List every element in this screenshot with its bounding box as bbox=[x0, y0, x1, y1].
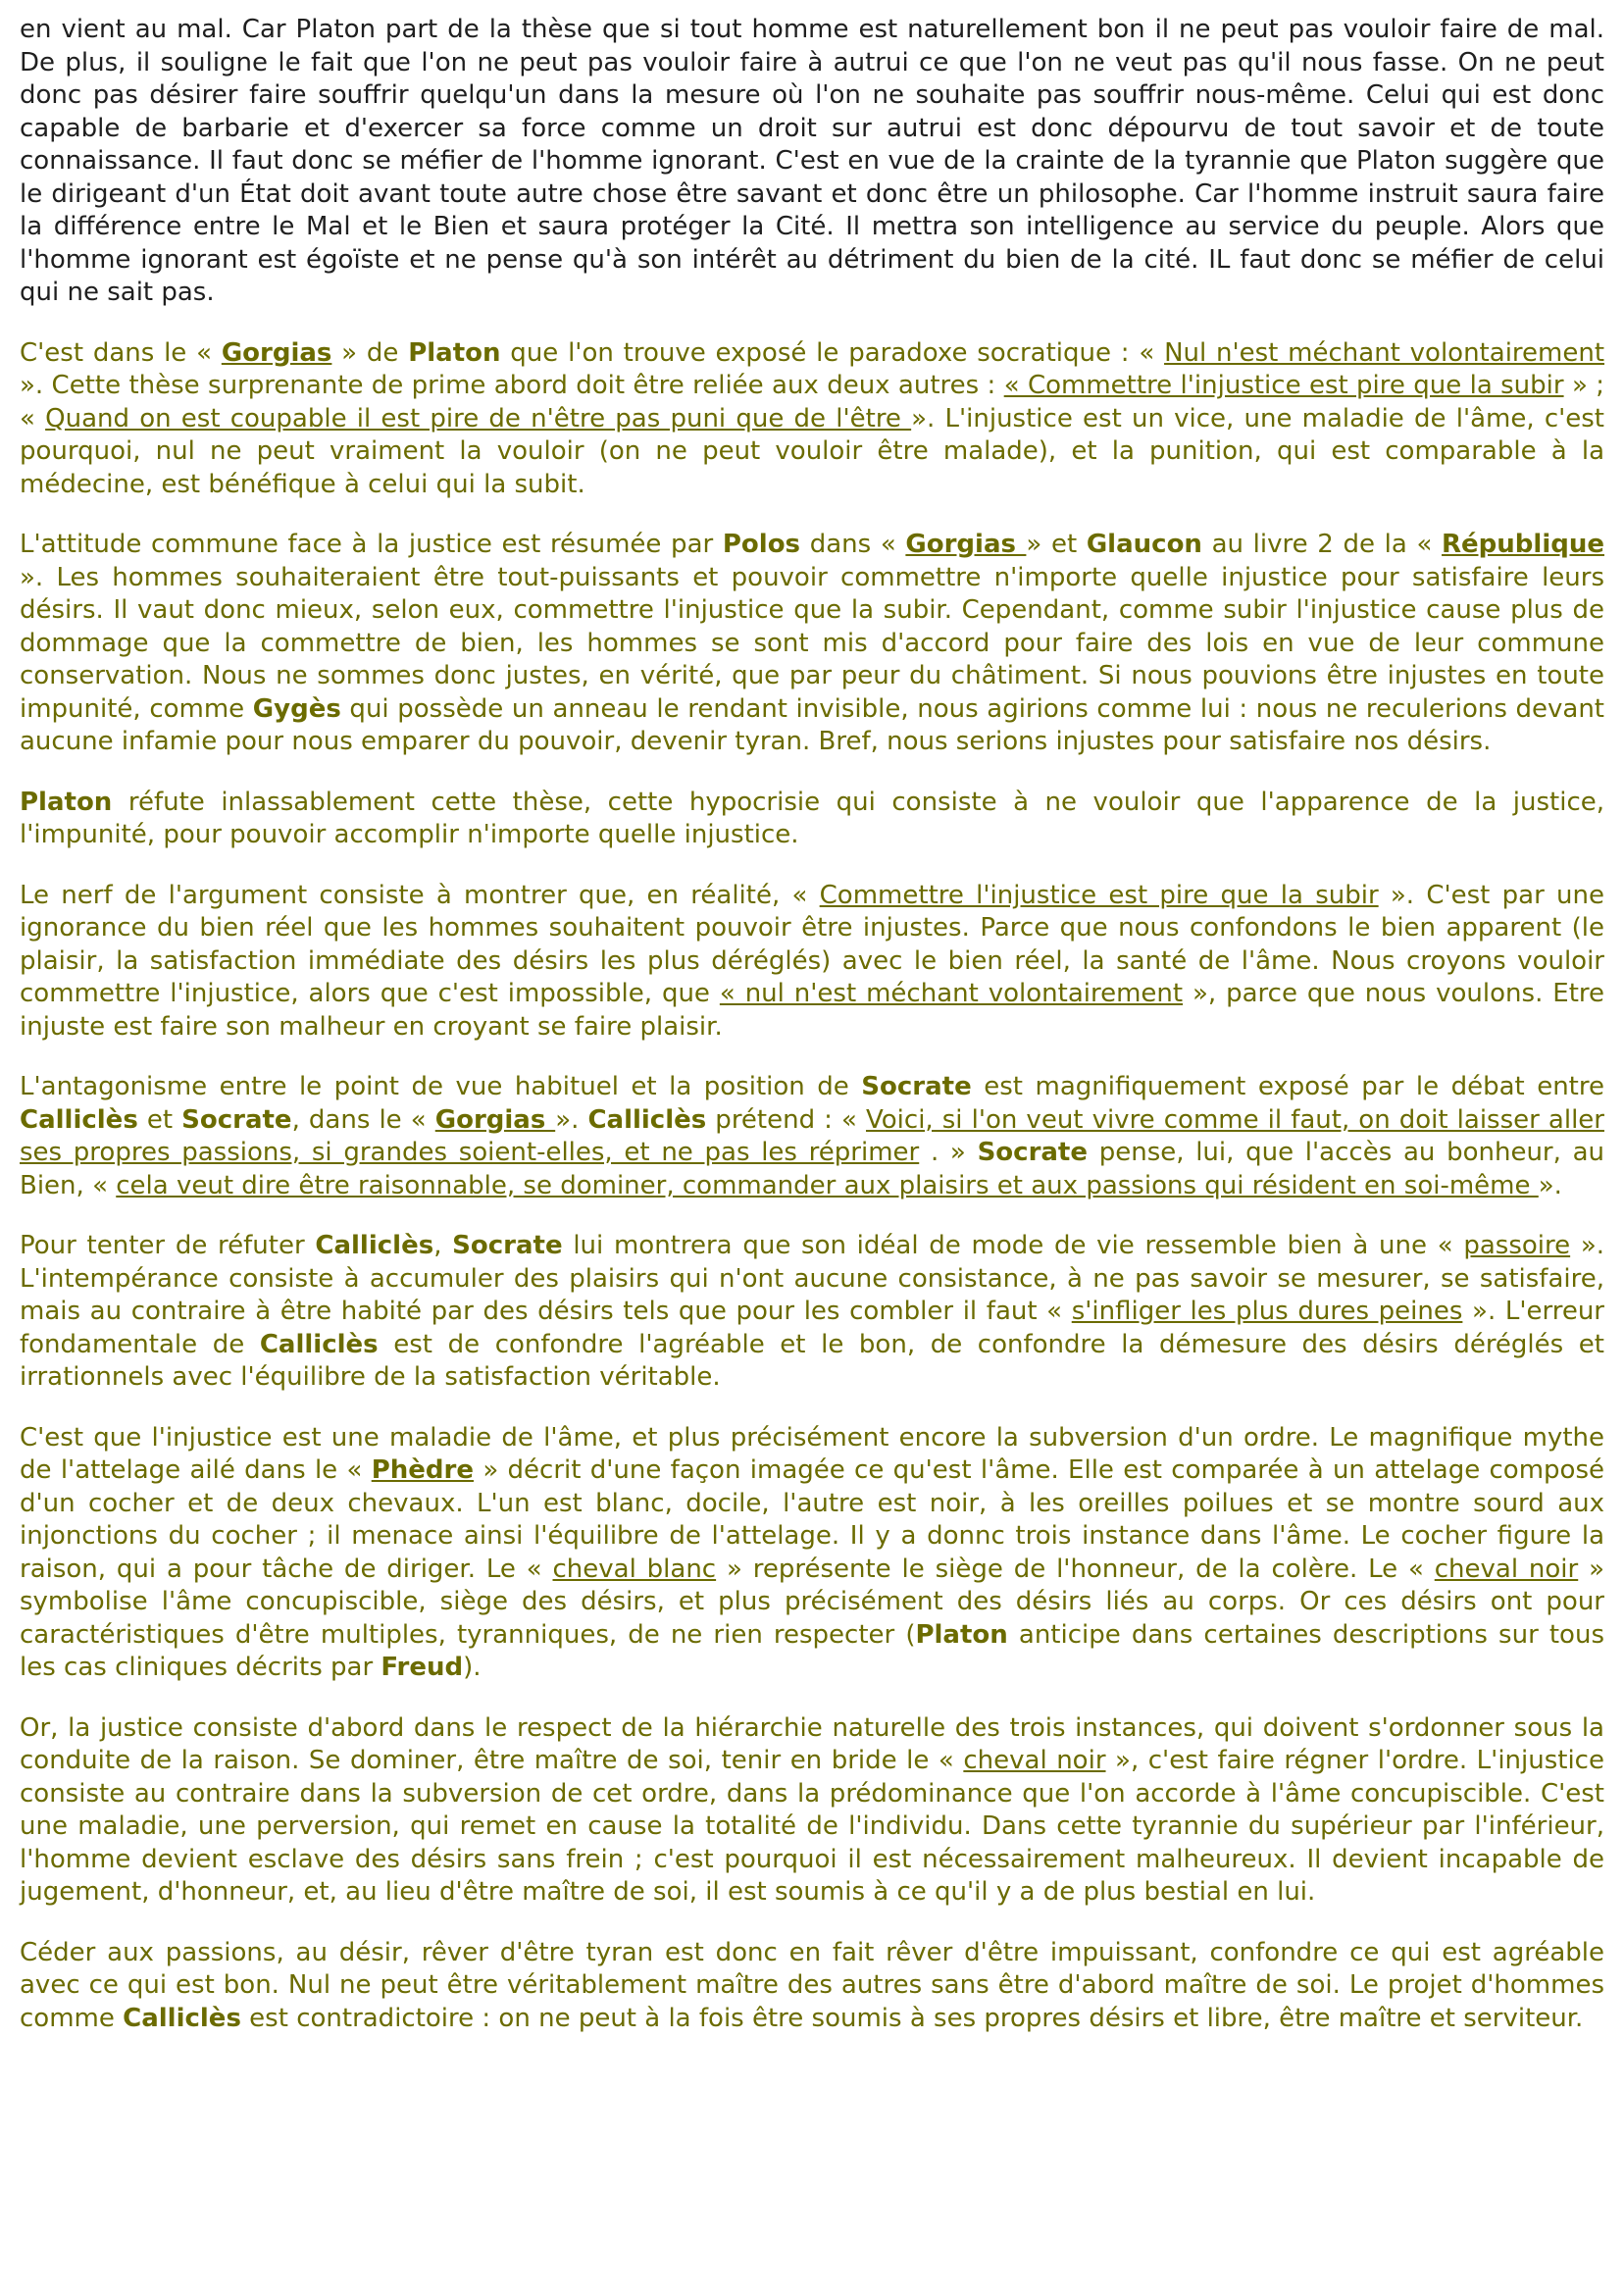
text-run: L'antagonisme entre le point de vue habituel et la position de bbox=[20, 1072, 862, 1101]
text-run: est contradictoire : on ne peut à la fois être soumis à ses propres désirs et libre, être maître et serviteur. bbox=[240, 2003, 1584, 2033]
quote-link[interactable]: Voici, si l'on veut vivre comme il faut, on doit laisser aller ses propres passions, si grandes soient-elles, et ne pas les réprimer bbox=[20, 1104, 1604, 1167]
text-run: Pour tenter de réfuter bbox=[20, 1231, 316, 1260]
text-run: ». Cette thèse surprenante de prime abord doit être reliée aux deux autres : bbox=[20, 371, 1004, 400]
bold-name: Platon bbox=[20, 787, 113, 817]
quote-link[interactable]: cheval noir bbox=[1434, 1554, 1579, 1584]
text-run: pense, lui, que l'accès au bonheur, au Bien, « bbox=[20, 1138, 1605, 1200]
text-run: ». bbox=[1538, 1170, 1562, 1200]
text-run: » de bbox=[331, 337, 409, 368]
bold-name: Calliclès bbox=[259, 1329, 379, 1359]
quote-link[interactable]: « nul n'est méchant volontairement bbox=[719, 979, 1184, 1008]
paragraph-3 bbox=[20, 529, 1604, 759]
bold-name: Calliclès bbox=[315, 1231, 434, 1260]
text-run: Céder aux passions, au désir, rêver d'être tyran est donc en fait rêver d'être impuissant, confondre ce qui est agréable avec ce qui est bon. Nul ne peut être véritablement maître des autres sans être d'abord maître de soi. Le projet d'hommes comme bbox=[20, 1937, 1604, 2033]
bold-name: Calliclès bbox=[587, 1104, 707, 1135]
paragraph-6 bbox=[20, 1071, 1604, 1202]
text-run: L'attitude commune face à la justice est résumée par bbox=[20, 530, 723, 559]
text-run: prétend : « bbox=[706, 1104, 866, 1135]
text-run: » ; « bbox=[20, 371, 1604, 433]
text-run: », parce que nous voulons. Etre injuste est faire son malheur en croyant se faire plaisir. bbox=[20, 979, 1604, 1042]
text-run: » décrit d'une façon imagée ce qu'est l'âme. Elle est comparée à un attelage composé d'un cocher et de deux chevaux. L'un est blanc, docile, l'autre est noir, à les oreilles poilues et se montre sourd aux injonctions du cocher ; il menace ainsi l'équilibre de l'attelage. Il y a donnc trois instance dans l'âme. Le cocher figure la raison, qui a pour tâche de diriger. Le « bbox=[20, 1455, 1604, 1584]
paragraph-4 bbox=[20, 787, 1604, 852]
text-run: en vient au mal. Car Platon part de la thèse que si tout homme est naturellement bon il ne peut pas vouloir faire de mal. De plus, il souligne le fait que l'on ne peut pas vouloir faire à autrui ce que l'on ne veut pas qu'il nous fasse. On ne peut donc pas désirer faire souffrir quelqu'un dans la mesure où l'on ne souhaite pas souffrir nous-même. Celui qui est donc capable de barbarie et d'exercer sa force comme un droit sur autrui est donc dépourvu de tout savoir et de toute connaissance. Il faut donc se méfier de l'homme ignorant. C'est en vue de la crainte de la tyrannie que Platon suggère que le dirigeant d'un État doit avant toute autre chose être savant et donc être un philosophe. Car l'homme instruit saura faire la différence entre le Mal et le Bien et saura protéger la Cité. Il mettra son intelligence au service du peuple. Alors que l'homme ignorant est égoïste et ne pense qu'à son intérêt au détriment du bien de la cité. IL faut donc se méfier de celui qui ne sait pas. bbox=[20, 15, 1604, 307]
title-link[interactable]: Phèdre bbox=[371, 1455, 474, 1485]
text-run: C'est dans le « bbox=[20, 337, 222, 368]
bold-name: Socrate bbox=[181, 1104, 292, 1135]
bold-name: Polos bbox=[722, 530, 801, 559]
title-link[interactable]: Gorgias bbox=[221, 337, 332, 368]
quote-link[interactable]: passoire bbox=[1463, 1231, 1571, 1260]
quote-link[interactable]: « Commettre l'injustice est pire que la subir bbox=[1003, 371, 1564, 400]
text-run: ). bbox=[463, 1653, 482, 1682]
text-run: est magnifiquement exposé par le débat entre bbox=[971, 1072, 1604, 1101]
text-run: , bbox=[433, 1231, 453, 1260]
paragraph-5 bbox=[20, 880, 1604, 1045]
paragraph-10 bbox=[20, 1937, 1604, 2036]
quote-link[interactable]: Quand on est coupable il est pire de n'être pas puni que de l'être bbox=[45, 403, 912, 433]
text-run: » et bbox=[1026, 530, 1087, 559]
bold-name: Glaucon bbox=[1086, 530, 1202, 559]
text-run: est de confondre l'agréable et le bon, de confondre la démesure des désirs déréglés et irrationnels avec l'équilibre de la satisfaction véritable. bbox=[20, 1329, 1604, 1392]
paragraph-1 bbox=[20, 14, 1604, 310]
bold-name: Gygès bbox=[252, 693, 341, 724]
paragraph-9 bbox=[20, 1712, 1604, 1910]
title-link[interactable]: République bbox=[1442, 530, 1604, 559]
quote-link[interactable]: Nul n'est méchant volontairement bbox=[1164, 337, 1605, 368]
text-run: Or, la justice consiste d'abord dans le respect de la hiérarchie naturelle des trois instances, qui doivent s'ordonner sous la conduite de la raison. Se dominer, être maître de soi, tenir en bride le « bbox=[20, 1712, 1604, 1775]
text-run: C'est que l'injustice est une maladie de l'âme, et plus précisément encore la subversion d'un ordre. Le magnifique mythe de l'attelage ailé dans le « bbox=[20, 1422, 1604, 1485]
quote-link[interactable]: cheval noir bbox=[963, 1746, 1106, 1775]
text-run: », c'est faire régner l'ordre. L'injustice consiste au contraire dans la subversion de cet ordre, dans la prédominance que l'on accorde à l'âme concupiscible. C'est une maladie, une perversion, qui remet en cause la totalité de l'individu. Dans cette tyrannie du supérieur par l'inférieur, l'homme devient esclave des désirs sans frein ; c'est pourquoi il est nécessairement malheureux. Il devient incapable de jugement, d'honneur, et, au lieu d'être maître de soi, il est soumis à ce qu'il y a de plus bestial en lui. bbox=[20, 1746, 1604, 1907]
text-run: lui montrera que son idéal de mode de vie ressemble bien à une « bbox=[562, 1231, 1464, 1260]
bold-name: Freud bbox=[381, 1653, 464, 1682]
text-run: » représente le siège de l'honneur, de la colère. Le « bbox=[716, 1554, 1435, 1584]
bold-name: Calliclès bbox=[20, 1104, 138, 1135]
text-run: » symbolise l'âme concupiscible, siège des désirs, et plus précisément des désirs liés au corps. Or ces désirs ont pour caractéristiques d'être multiples, tyranniques, de ne rien respecter ( bbox=[20, 1554, 1604, 1650]
title-link[interactable]: Gorgias bbox=[905, 530, 1027, 559]
text-run: ». Les hommes souhaiteraient être tout-puissants et pouvoir commettre n'importe quelle injustice pour satisfaire leurs désirs. Il vaut donc mieux, selon eux, commettre l'injustice que la subir. Cependant, comme subir l'injustice cause plus de dommage que la commettre de bien, les hommes se sont mis d'accord pour faire des lois en vue de leur commune conservation. Nous ne sommes donc justes, en vérité, que par peur du châtiment. Si nous pouvions être injustes en toute impunité, comme bbox=[20, 562, 1604, 724]
paragraph-2 bbox=[20, 337, 1604, 502]
paragraph-7 bbox=[20, 1230, 1604, 1395]
bold-name: Platon bbox=[408, 337, 501, 368]
quote-link[interactable]: s'infliger les plus dures peines bbox=[1071, 1297, 1463, 1326]
text-run: ». L'injustice est un vice, une maladie de l'âme, c'est pourquoi, nul ne peut vraiment la vouloir (on ne peut vouloir être malade), et la punition, qui est comparable à la médecine, est bénéfique à celui qui la subit. bbox=[20, 403, 1604, 499]
text-run: au livre 2 de la « bbox=[1201, 530, 1443, 559]
paragraph-8 bbox=[20, 1422, 1604, 1685]
text-run: ». C'est par une ignorance du bien réel que les hommes souhaitent pouvoir être injustes. Parce que nous confondons le bien apparent (le plaisir, la satisfaction immédiate des désirs les plus déréglés) avec le bien réel, la santé de l'âme. Nous croyons vouloir commettre l'injustice, alors que c'est impossible, que bbox=[20, 880, 1604, 1008]
text-run: qui possède un anneau le rendant invisible, nous agirions comme lui : nous ne reculerions devant aucune infamie pour nous emparer du pouvoir, devenir tyran. Bref, nous serions injustes pour satisfaire nos désirs. bbox=[20, 693, 1605, 756]
text-run: . » bbox=[919, 1138, 978, 1167]
quote-link[interactable]: cheval blanc bbox=[552, 1554, 717, 1584]
text-run: réfute inlassablement cette thèse, cette hypocrisie qui consiste à ne vouloir que l'apparence de la justice, l'impunité, pour pouvoir accomplir n'importe quelle injustice. bbox=[20, 787, 1604, 849]
text-run: dans « bbox=[800, 530, 906, 559]
quote-link[interactable]: Commettre l'injustice est pire que la subir bbox=[819, 880, 1379, 910]
text-run: que l'on trouve exposé le paradoxe socratique : « bbox=[500, 337, 1165, 368]
quote-link[interactable]: cela veut dire être raisonnable, se dominer, commander aux plaisirs et aux passions qui résident en soi-même bbox=[116, 1170, 1539, 1200]
text-run: , dans le « bbox=[291, 1104, 435, 1135]
text-run: et bbox=[137, 1104, 182, 1135]
bold-name: Socrate bbox=[977, 1138, 1088, 1167]
bold-name: Socrate bbox=[861, 1072, 972, 1101]
bold-name: Calliclès bbox=[123, 2003, 241, 2033]
bold-name: Platon bbox=[915, 1619, 1008, 1650]
text-run: Le nerf de l'argument consiste à montrer que, en réalité, « bbox=[20, 880, 820, 910]
text-run: ». bbox=[555, 1104, 588, 1135]
text-run: ». L'erreur fondamentale de bbox=[20, 1297, 1604, 1359]
text-run: anticipe dans certaines descriptions sur tous les cas cliniques décrits par bbox=[20, 1619, 1604, 1682]
title-link[interactable]: Gorgias bbox=[434, 1104, 556, 1135]
bold-name: Socrate bbox=[452, 1231, 563, 1260]
text-run: ». L'intempérance consiste à accumuler des plaisirs qui n'ont aucune consistance, à ne pas savoir se mesurer, se satisfaire, mais au contraire à être habité par des désirs tels que pour les combler il faut « bbox=[20, 1231, 1605, 1326]
